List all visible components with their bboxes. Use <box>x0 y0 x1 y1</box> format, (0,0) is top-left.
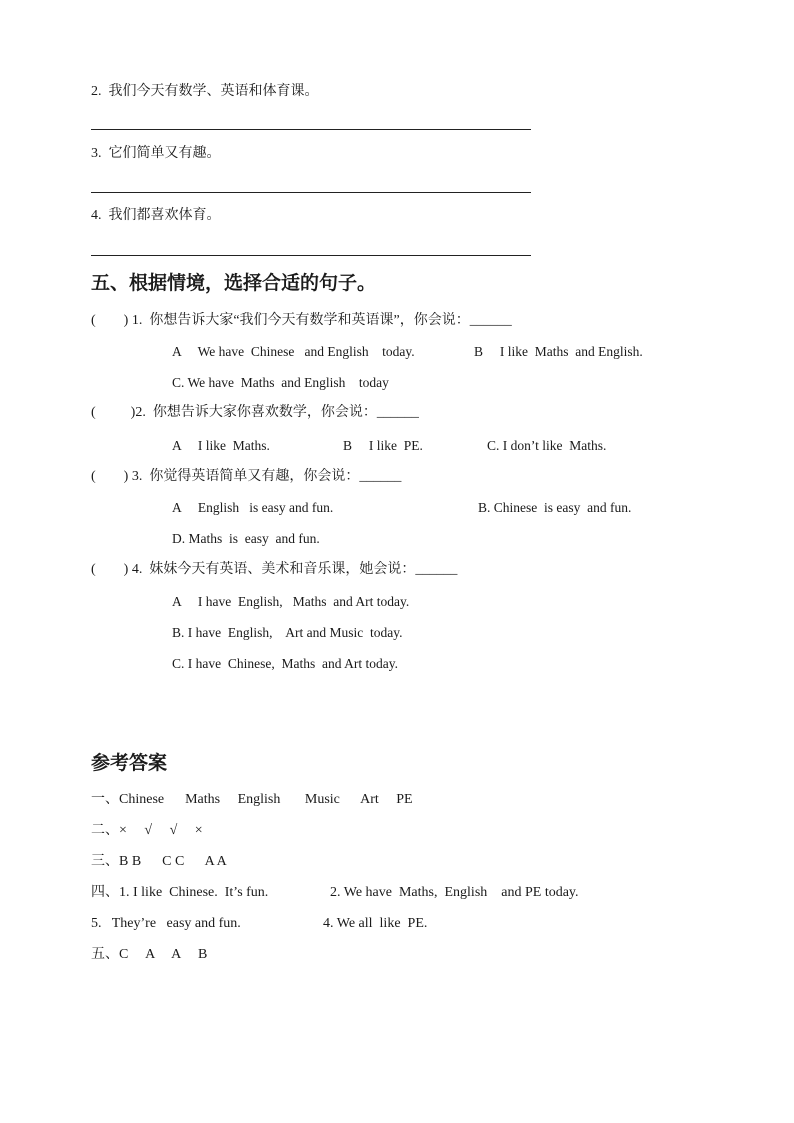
q3-option-b: B. Chinese is easy and fun. <box>478 500 632 515</box>
q4-option-a: A I have English, Maths and Art today. <box>172 594 410 609</box>
question-3-stem: ( ) 3. 你觉得英语简单又有趣，你会说：______ <box>91 469 402 484</box>
answer-line[interactable] <box>91 192 531 193</box>
question-2-stem: ( )2. 你想告诉大家你喜欢数学，你会说：______ <box>91 405 419 420</box>
answer-line-4-part-1: 四、1. I like Chinese. It’s fun. <box>91 885 269 900</box>
translation-item-2: 2. 我们今天有数学、英语和体育课。 <box>91 84 319 99</box>
answer-line-6: 五、C A A B <box>91 947 208 962</box>
answer-line-5-part-2: 4. We all like PE. <box>323 916 428 931</box>
q1-option-a: A We have Chinese and English today. <box>172 344 415 359</box>
section-5-title: 五、根据情境，选择合适的句子。 <box>91 272 377 294</box>
answer-line-3: 三、B B C C A A <box>91 854 227 869</box>
answer-line-2: 二、× √ √ × <box>91 823 203 838</box>
answer-line[interactable] <box>91 129 531 130</box>
question-4-stem: ( ) 4. 妹妹今天有英语、美术和音乐课，她会说：______ <box>91 562 458 577</box>
q2-option-c: C. I don’t like Maths. <box>487 438 607 453</box>
q4-option-c: C. I have Chinese, Maths and Art today. <box>172 656 398 671</box>
answers-title: 参考答案 <box>91 752 168 774</box>
q2-option-a: A I like Maths. <box>172 438 270 453</box>
answer-line-1: 一、Chinese Maths English Music Art PE <box>91 792 413 807</box>
answer-line[interactable] <box>91 255 531 256</box>
answer-line-5-part-1: 5. They’re easy and fun. <box>91 916 241 931</box>
q1-option-c: C. We have Maths and English today <box>172 375 389 390</box>
q2-option-b: B I like PE. <box>343 438 423 453</box>
answer-line-4-part-2: 2. We have Maths, English and PE today. <box>330 885 579 900</box>
translation-item-3: 3. 它们简单又有趣。 <box>91 146 221 161</box>
q4-option-b: B. I have English, Art and Music today. <box>172 625 403 640</box>
q1-option-b: B I like Maths and English. <box>474 344 643 359</box>
q3-option-d: D. Maths is easy and fun. <box>172 531 320 546</box>
q3-option-a: A English is easy and fun. <box>172 500 334 515</box>
question-1-stem: ( ) 1. 你想告诉大家“我们今天有数学和英语课”，你会说：______ <box>91 313 512 328</box>
translation-item-4: 4. 我们都喜欢体育。 <box>91 208 221 223</box>
